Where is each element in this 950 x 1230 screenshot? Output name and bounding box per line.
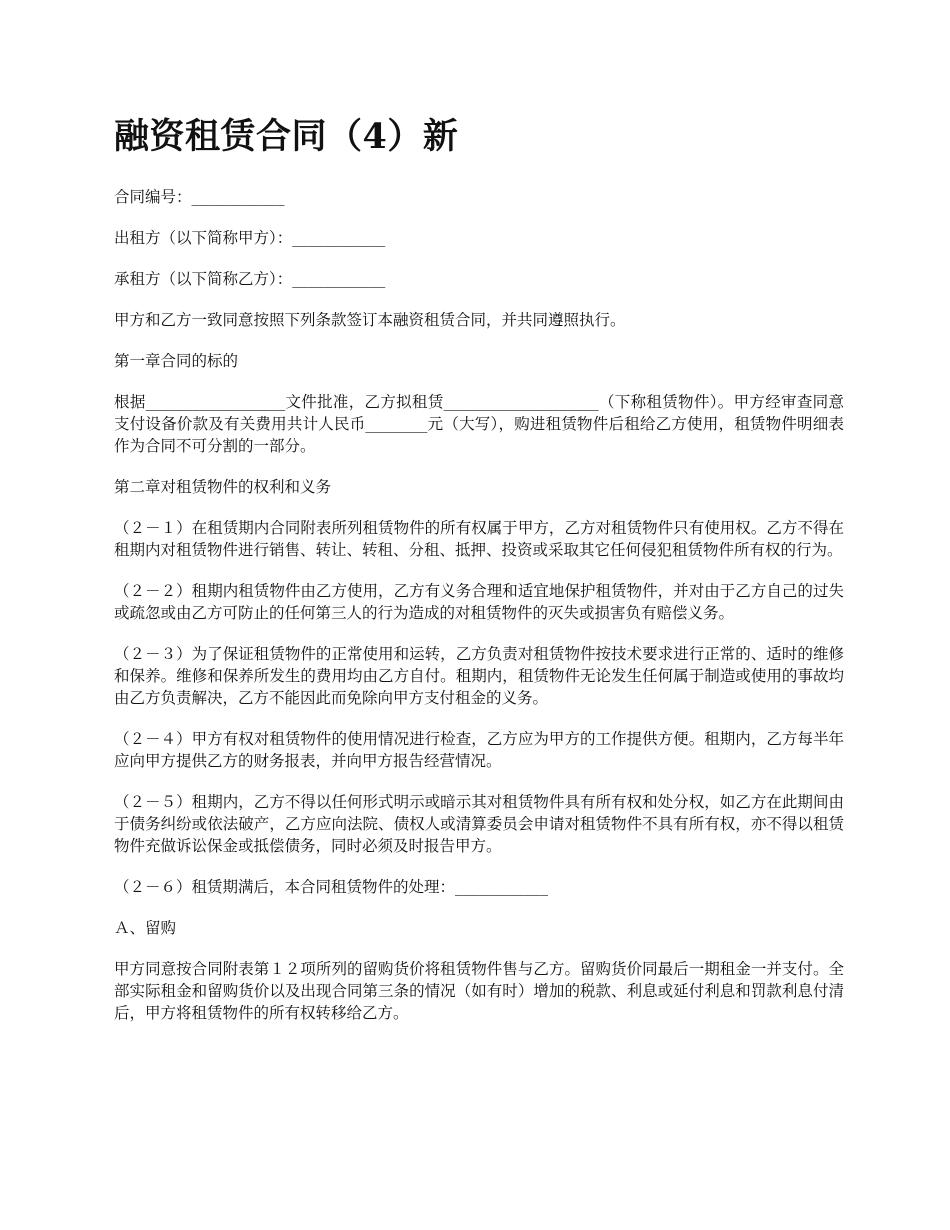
contract-number-line: 合同编号：____________ [114,188,285,206]
chapter-1-heading: 第一章合同的标的 [114,352,239,370]
option-a-heading: Ａ、留购 [114,919,177,937]
document-title: 融资租赁合同（4）新 [114,116,459,157]
clause-2-4: （２－４）甲方有权对租赁物件的使用情况进行检查，乙方应为甲方的工作提供方便。租期内，乙方每半年应向甲方提供乙方的财务报表，并向甲方报告经营情况。 [114,730,844,770]
clause-2-3: （２－３）为了保证租赁物件的正常使用和运转，乙方负责对租赁物件按技术要求进行正常的、适时的维修和保养。维修和保养所发生的费用均由乙方自付。租期内，租赁物件无论发生任何属于制造或使用的事故均由乙方负责解决，乙方不能因此而免除向甲方支付租金的义务。 [114,645,844,707]
option-a-body: 甲方同意按合同附表第１２项所列的留购货价将租赁物件售与乙方。留购货价同最后一期租金一并支付。全部实际租金和留购货价以及出现合同第三条的情况（如有时）增加的税款、利息或延付利息和罚款利息付清后，甲方将租赁物件的所有权转移给乙方。 [114,960,844,1022]
document-page [114,110,844,1043]
clause-2-1: （２－１）在租赁期内合同附表所列租赁物件的所有权属于甲方，乙方对租赁物件只有使用权。乙方不得在租期内对租赁物件进行销售、转让、转租、分租、抵押、投资或采取其它任何侵犯租赁物件所有权的行为。 [114,519,844,559]
clause-2-6: （２－６）租赁期满后，本合同租赁物件的处理：____________ [114,878,549,896]
chapter-1-body: 根据__________________文件批准，乙方拟租赁____________________（下称租赁物件）。甲方经审查同意支付设备价款及有关费用共计人民币________元（大写），购进租赁物件后租给乙方使用，租赁物件明细表作为合同不可分割的一部分。 [114,393,844,455]
chapter-2-heading: 第二章对租赁物件的权利和义务 [114,478,332,496]
clause-2-5: （２－５）租期内，乙方不得以任何形式明示或暗示其对租赁物件具有所有权和处分权，如乙方在此期间由于债务纠纷或依法破产，乙方应向法院、债权人或清算委员会申请对租赁物件不具有所有权，亦不得以租赁物件充做诉讼保金或抵偿债务，同时必须及时报告甲方。 [114,793,844,855]
agreement-intro: 甲方和乙方一致同意按照下列条款签订本融资租赁合同，并共同遵照执行。 [114,311,626,329]
lessor-line: 出租方（以下简称甲方）：____________ [114,229,386,247]
lessee-line: 承租方（以下简称乙方）：____________ [114,270,386,288]
clause-2-2: （２－２）租期内租赁物件由乙方使用，乙方有义务合理和适宜地保护租赁物件，并对由于乙方自己的过失或疏忽或由乙方可防止的任何第三人的行为造成的对租赁物件的灭失或损害负有赔偿义务。 [114,582,844,622]
